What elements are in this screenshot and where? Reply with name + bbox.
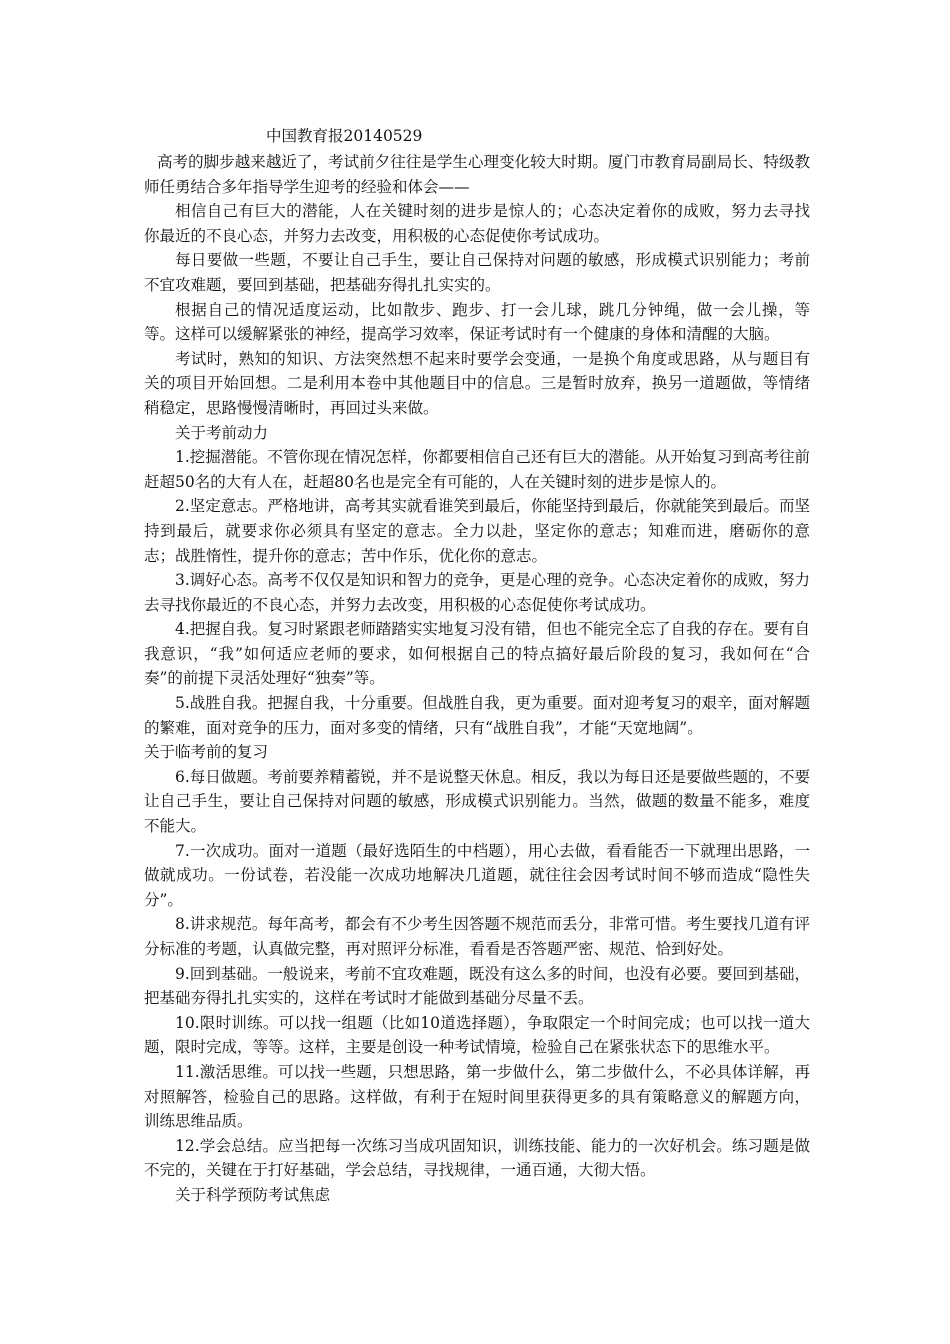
paragraph: 2.坚定意志。严格地讲，高考其实就看谁笑到最后，你能坚持到最后，你就能笑到最后。而坚持到最后，就要求你必须具有坚定的意志。全力以赴，坚定你的意志；知难而进，磨砺你的意志；战胜惰性，提升你的意志；苦中作乐，优化你的意志。 bbox=[144, 497, 810, 565]
document-page bbox=[144, 124, 810, 1208]
paragraph: 根据自己的情况适度运动，比如散步、跑步、打一会儿球，跳几分钟绳，做一会儿操，等等。这样可以缓解紧张的神经，提高学习效率，保证考试时有一个健康的身体和清醒的大脑。 bbox=[144, 300, 810, 344]
paragraph: 9.回到基础。一般说来，考前不宜攻难题，既没有这么多的时间，也没有必要。要回到基础，把基础夯得扎扎实实的，这样在考试时才能做到基础分尽量不丢。 bbox=[144, 964, 810, 1008]
paragraph: 考试时，熟知的知识、方法突然想不起来时要学会变通，一是换个角度或思路，从与题目有关的项目开始回想。二是利用本卷中其他题目中的信息。三是暂时放弃，换另一道题做，等情绪稍稳定，思路慢慢清晰时，再回过头来做。 bbox=[144, 349, 810, 417]
paragraph: 10.限时训练。可以找一组题（比如10道选择题），争取限定一个时间完成；也可以找一道大题，限时完成，等等。这样，主要是创设一种考试情境，检验自己在紧张状态下的思维水平。 bbox=[144, 1013, 810, 1057]
paragraph: 11.激活思维。可以找一些题，只想思路，第一步做什么，第二步做什么，不必具体详解，再对照解答，检验自己的思路。这样做，有利于在短时间里获得更多的具有策略意义的解题方向，训练思维品质。 bbox=[144, 1062, 810, 1131]
paragraph: 4.把握自我。复习时紧跟老师踏踏实实地复习没有错，但也不能完全忘了自我的存在。要有自我意识，“我”如何适应老师的要求，如何根据自己的特点搞好最后阶段的复习，我如何在“合奏”的前提下灵活处理好“独奏”等。 bbox=[144, 620, 810, 688]
paragraph: 6.每日做题。考前要养精蓄锐，并不是说整天休息。相反，我以为每日还是要做些题的，不要让自己手生，要让自己保持对问题的敏感，形成模式识别能力。当然，做题的数量不能多，难度不能大。 bbox=[144, 767, 810, 836]
paragraph: 5.战胜自我。把握自我，十分重要。但战胜自我，更为重要。面对迎考复习的艰辛，面对解题的繁难，面对竞争的压力，面对多变的情绪，只有“战胜自我”，才能“天宽地阔”。 bbox=[144, 694, 810, 737]
paragraph: 关于考前动力 bbox=[175, 423, 269, 442]
paragraph: 高考的脚步越来越近了，考试前夕往往是学生心理变化较大时期。厦门市教育局副局长、特级教师任勇结合多年指导学生迎考的经验和体会—— bbox=[144, 153, 810, 196]
paragraph: 每日要做一些题，不要让自己手生，要让自己保持对问题的敏感，形成模式识别能力；考前不宜攻难题，要回到基础，把基础夯得扎扎实实的。 bbox=[144, 251, 810, 294]
paragraph: 12.学会总结。应当把每一次练习当成巩固知识，训练技能、能力的一次好机会。练习题是做不完的，关键在于打好基础，学会总结，寻找规律，一通百通，大彻大悟。 bbox=[144, 1136, 810, 1180]
document-body bbox=[144, 150, 810, 1208]
paragraph: 1.挖掘潜能。不管你现在情况怎样，你都要相信自己还有巨大的潜能。从开始复习到高考往前赶超50名的大有人在，赶超80名也是完全有可能的，人在关键时刻的进步是惊人的。 bbox=[144, 448, 810, 491]
paragraph: 相信自己有巨大的潜能，人在关键时刻的进步是惊人的；心态决定着你的成败，努力去寻找你最近的不良心态，并努力去改变，用积极的心态促使你考试成功。 bbox=[144, 202, 810, 245]
paragraph: 关于科学预防考试焦虑 bbox=[175, 1185, 331, 1204]
paragraph: 3.调好心态。高考不仅仅是知识和智力的竞争，更是心理的竞争。心态决定着你的成败，努力去寻找你最近的不良心态，并努力去改变，用积极的心态促使你考试成功。 bbox=[144, 571, 810, 614]
paragraph: 7.一次成功。面对一道题（最好选陌生的中档题），用心去做，看看能否一下就理出思路，一做就成功。一份试卷，若没能一次成功地解决几道题，就往往会因考试时间不够而造成“隐性失分”。 bbox=[144, 841, 810, 909]
paragraph: 关于临考前的复习 bbox=[144, 743, 269, 762]
source-line: 中国教育报20140529 bbox=[266, 127, 423, 145]
paragraph: 8.讲求规范。每年高考，都会有不少考生因答题不规范而丢分，非常可惜。考生要找几道有评分标准的考题，认真做完整，再对照评分标准，看看是否答题严密、规范、恰到好处。 bbox=[144, 915, 810, 958]
